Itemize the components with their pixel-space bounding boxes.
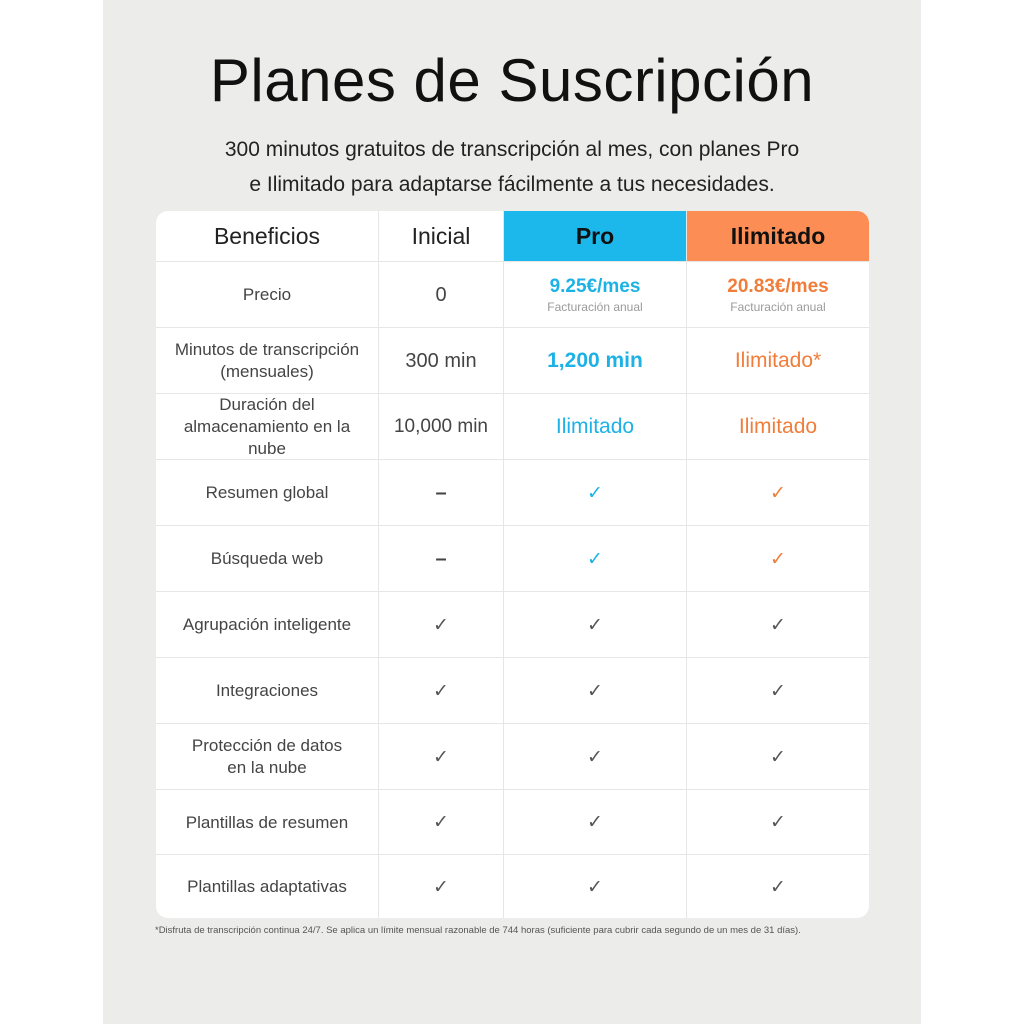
check-icon: ✓ [504, 855, 687, 918]
table-header-row [156, 211, 869, 261]
check-icon: ✓ [379, 658, 504, 724]
table-row [156, 327, 869, 394]
header-ilimitado: Ilimitado [687, 211, 869, 261]
check-icon: ✓ [379, 724, 504, 790]
check-icon: ✓ [504, 790, 687, 855]
benefit-label-line: Protección de datos [191, 736, 343, 755]
page-subtitle [143, 132, 881, 202]
benefit-label-line: almacenamiento en la [183, 417, 351, 436]
check-icon: ✓ [504, 658, 687, 724]
check-icon: ✓ [770, 614, 786, 636]
inicial-value: 10,000 min [379, 394, 504, 460]
benefit-label: Plantillas adaptativas [156, 855, 379, 918]
pro-value: Ilimitado [504, 394, 687, 460]
check-icon: ✓ [770, 812, 786, 833]
table-row [156, 657, 869, 724]
ilimitado-billing-note: Facturación anual [730, 300, 826, 314]
check-icon: ✓ [504, 526, 687, 592]
ilimitado-value: Ilimitado* [734, 349, 822, 372]
subtitle-line: 300 minutos gratuitos de transcripción al mes, con planes Pro [224, 138, 800, 161]
benefit-label-line: Duración del [219, 395, 315, 414]
page-title: Planes de Suscripción [209, 47, 815, 114]
benefit-label: Agrupación inteligente [156, 592, 379, 658]
pro-billing-note: Facturación anual [547, 300, 643, 314]
content-panel [103, 0, 921, 1024]
subtitle-line: e Ilimitado para adaptarse fácilmente a tus necesidades. [249, 173, 775, 196]
pro-value: 1,200 min [504, 328, 687, 394]
check-icon: ✓ [770, 876, 786, 898]
table-row [156, 854, 869, 918]
table-row [156, 789, 869, 855]
table-row [156, 723, 869, 790]
benefit-label: Integraciones [156, 658, 379, 724]
check-icon: ✓ [770, 680, 786, 702]
header-inicial: Inicial [379, 211, 504, 261]
benefit-label [156, 724, 379, 790]
check-icon: ✓ [504, 592, 687, 658]
check-icon: ✓ [770, 548, 786, 570]
table-row [156, 459, 869, 526]
benefit-label [156, 394, 379, 460]
benefit-label: Búsqueda web [156, 526, 379, 592]
benefit-label: Precio [156, 262, 379, 328]
check-icon: ✓ [379, 592, 504, 658]
check-icon: ✓ [379, 855, 504, 918]
header-pro: Pro [504, 211, 687, 261]
inicial-value: 300 min [379, 328, 504, 394]
table-row [156, 525, 869, 592]
benefit-label-line: nube [248, 439, 286, 458]
check-icon: ✓ [504, 724, 687, 790]
benefit-label: Resumen global [156, 460, 379, 526]
check-icon: ✓ [770, 746, 786, 768]
table-row [156, 591, 869, 658]
check-icon: ✓ [379, 790, 504, 855]
ilimitado-price: 20.83€/mes [727, 276, 829, 297]
ilimitado-price-cell [687, 262, 869, 328]
benefit-label [156, 328, 379, 394]
benefit-label-line: Minutos de transcripción [174, 340, 360, 359]
table-row [156, 393, 869, 460]
benefit-label-line: en la nube [227, 758, 307, 777]
ilimitado-value: Ilimitado [738, 415, 818, 438]
footnote: *Disfruta de transcripción continua 24/7. Se aplica un límite mensual razonable de 744 horas (suficiente para cubrir cada segundo de un mes de 31 días). [155, 925, 801, 936]
table-row [156, 261, 869, 328]
benefit-label: Plantillas de resumen [156, 790, 379, 855]
pro-price: 9.25€/mes [549, 276, 641, 297]
inicial-value: 0 [379, 262, 504, 328]
dash-icon: – [379, 460, 504, 526]
plans-comparison-table [156, 211, 869, 918]
check-icon: ✓ [504, 460, 687, 526]
pro-price-cell [504, 262, 687, 328]
dash-icon: – [379, 526, 504, 592]
benefit-label-line: (mensuales) [220, 362, 314, 381]
check-icon: ✓ [770, 482, 786, 504]
header-benefits: Beneficios [156, 211, 379, 261]
